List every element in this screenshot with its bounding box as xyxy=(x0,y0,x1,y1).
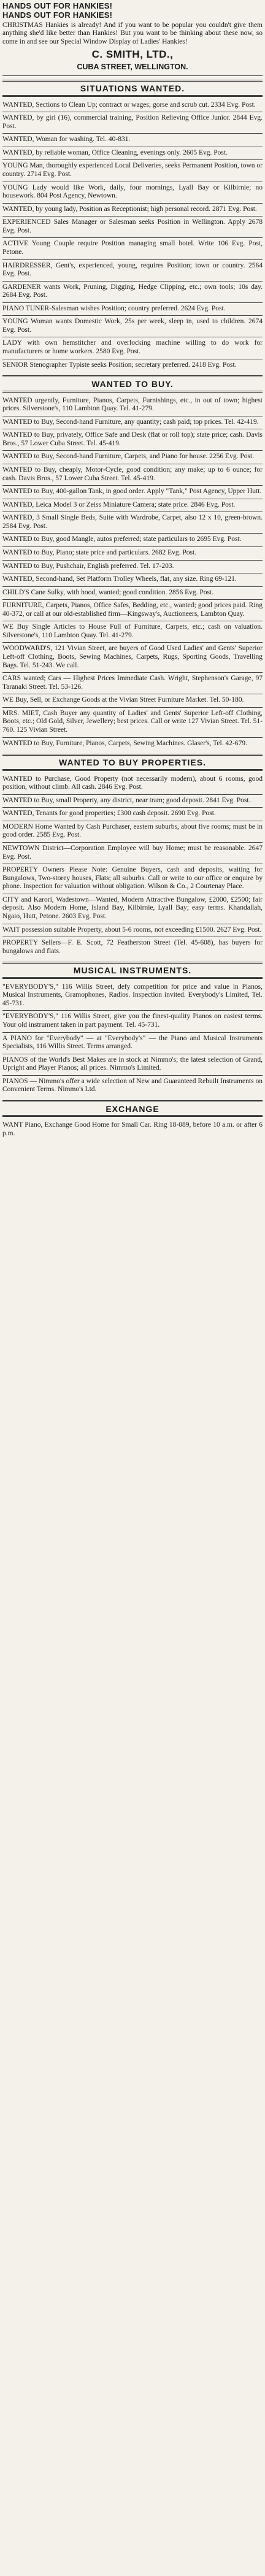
section-header: MUSICAL INSTRUMENTS. xyxy=(2,962,263,979)
classified-ad: A PIANO for "Everybody" — at "Everybody's" — the Piano and Musical Instruments Specialists, 116 Willis Street. Terms arranged. xyxy=(2,1033,263,1054)
classified-ad: NEWTOWN District—Corporation Employee will buy Home; must be reasonable. 2647 Evg. Post. xyxy=(2,843,263,864)
classified-ad: LADY with own hemstitcher and overlocking machine willing to do work for manufacturers or home workers. 2580 Evg. Post. xyxy=(2,337,263,359)
classified-ad: WANTED to Buy, Second-hand Furniture, Carpets, and Piano for house. 2256 Evg. Post. xyxy=(2,451,263,464)
classified-ad: WANT Piano, Exchange Good Home for Small Car. Ring 18-089, before 10 a.m. or after 6 p.m. xyxy=(2,1121,263,1137)
classified-ad: YOUNG Lady would like Work, daily, four mornings, Lyall Bay or Kilbirnie; no housework. 804 Post Agency, Newtown. xyxy=(2,182,263,204)
classified-section xyxy=(2,80,263,372)
classified-ad: WE Buy, Sell, or Exchange Goods at the Vivian Street Furniture Market. Tel. 50-180. xyxy=(2,694,263,708)
classified-ad: WAIT possession suitable Property, about 5-6 rooms, not exceeding £1500. 2627 Evg. Post. xyxy=(2,924,263,938)
classified-ad: WANTED, Leica Model 3 or Zeiss Miniature Camera; state price. 2846 Evg. Post. xyxy=(2,499,263,513)
classified-section xyxy=(2,962,263,1097)
classified-ad: WANTED to Buy, privately, Office Safe and Desk (flat or roll top); state price; cash. Davis Bros., 57 Lower Cuba Street. Tel. 45-419. xyxy=(2,429,263,451)
classified-ad: WANTED to Buy, cheaply, Motor-Cycle, good condition; any make; up to 6 ounce; for cash. Davis Bros., 57 Lower Cuba Street. Tel. 45-419. xyxy=(2,464,263,486)
section-header: WANTED TO BUY. xyxy=(2,375,263,393)
classified-ad: EXPERIENCED Sales Manager or Salesman seeks Position in Wellington. Apply 2678 Evg. Post. xyxy=(2,217,263,238)
classified-ad: "EVERYBODY'S," 116 Willis Street, give you the finest-quality Pianos on easiest terms. Your old instrument taken in part payment. Tel. 45-731. xyxy=(2,1011,263,1032)
classified-ad: CHILD'S Cane Sulky, with hood, wanted; good condition. 2856 Evg. Post. xyxy=(2,587,263,600)
classified-section xyxy=(2,1100,263,1141)
classified-ad: PROPERTY Owners Please Note: Genuine Buyers, cash and deposits, waiting for Bungalows, Two-storey houses, Flats; all suburbs. Call or write to our office or enquire by phone. Inspection for valuation without obligation. Wilson & Co., 2 Courtenay Place. xyxy=(2,864,263,894)
classified-ad: CARS wanted; Cars — Highest Prices Immediate Cash. Wright, Stephenson's Garage, 97 Taranaki Street. Tel. 53-126. xyxy=(2,673,263,694)
classified-section xyxy=(2,375,263,750)
classified-ad: PROPERTY Sellers—F. E. Scott, 72 Featherston Street (Tel. 45-608), has buyers for bungalows and flats. xyxy=(2,939,263,955)
classified-ad: MODERN Home Wanted by Cash Purchaser, eastern suburbs, about five rooms; must be in good order. 2585 Evg. Post. xyxy=(2,821,263,843)
classified-ad: WANTED, by girl (16), commercial training, Position Relieving Office Junior. 2844 Evg. Post. xyxy=(2,112,263,134)
classified-ad: SENIOR Stenographer Typiste seeks Position; secretary preferred. 2418 Evg. Post. xyxy=(2,361,237,369)
classified-ad: WANTED to Buy, small Property, any district, near tram; good deposit. 2841 Evg. Post. xyxy=(2,795,263,808)
advert-headline: HANDS OUT FOR HANKIES! xyxy=(2,1,113,10)
classified-ad: YOUNG Man, thoroughly experienced Local Deliveries, seeks Permanent Position, town or country. 2714 Evg. Post. xyxy=(2,160,263,182)
classified-ad: FURNITURE, Carpets, Pianos, Office Safes, Bedding, etc., wanted; good prices paid. Ring 40-372, or call at our old-established firm—Kingsway's, Auctioneers, Lambton Quay. xyxy=(2,600,263,621)
classified-ad: WANTED, Tenants for good properties; £300 cash deposit. 2690 Evg. Post. xyxy=(2,808,263,821)
classified-ad: WANTED urgently, Furniture, Pianos, Carpets, Furnishings, etc., in out of town; highest prices. Silverstone's, 110 Lambton Quay. Tel. 41-279. xyxy=(2,395,263,416)
classified-ad: WANTED to Purchase, Good Property (not necessarily modern), about 6 rooms, good position, without climb. All cash. 2846 Evg. Post. xyxy=(2,773,263,795)
advert-headline-repeat: HANDS OUT FOR HANKIES! xyxy=(2,10,113,20)
classified-ad: WANTED to Buy, good Mangle, autos preferred; state particulars to 2695 Evg. Post. xyxy=(2,534,263,547)
classified-ad: PIANOS — Nimmo's offer a wide selection of New and Guaranteed Rebuilt Instruments on Convenient Terms. Nimmo's Ltd. xyxy=(2,1077,263,1094)
classified-ad: YOUNG Woman wants Domestic Work, 25s per week, sleep in, used to children. 2674 Evg. Post. xyxy=(2,316,263,337)
classified-ad: MRS. MIET, Cash Buyer any quantity of Ladies' and Gents' Superior Left-off Clothing, Boots, etc.; Old Gold, Silver, Jewellery; best prices. Call or write 127 Vivian Street. Tel. 51-760. 125 Vivian Street. xyxy=(2,708,263,738)
classified-ad: ACTIVE Young Couple require Position managing small hotel. Write 106 Evg. Post, Petone. xyxy=(2,238,263,259)
hankies-advert xyxy=(2,1,263,76)
advertiser-address: CUBA STREET, WELLINGTON. xyxy=(77,63,188,72)
classified-ad: "EVERYBODY'S," 116 Willis Street, defy competition for price and value in Pianos, Musical Instruments, Gramophones, Radios. Inspection invited. Everybody's Limited, Tel. 45-731. xyxy=(2,981,263,1011)
section-header: EXCHANGE xyxy=(2,1100,263,1117)
classified-ad: WANTED, Woman for washing. Tel. 40-831. xyxy=(2,134,263,147)
classified-ad: CITY and Karori, Wadestown—Wanted, Modern Attractive Bungalow, £2000, £2500; fair deposit. Also Modern Home, Island Bay, Kilbirnie, Lyall Bay; easy terms. Khandallah, Ngaio, Hutt, Petone. 2603 Evg. Post. xyxy=(2,894,263,924)
advertiser-name: C. SMITH, LTD., xyxy=(91,48,174,61)
classified-ad: WANTED to Buy, Second-hand Furniture, any quantity; cash paid; top prices. Tel. 42-419. xyxy=(2,416,263,430)
classified-ad: WANTED, 3 Small Single Beds, Suite with Wardrobe, Carpet, also 12 x 10, green-brown. 2584 Evg. Post. xyxy=(2,512,263,534)
classified-ad: WANTED to Buy, 400-gallon Tank, in good order. Apply "Tank," Post Agency, Upper Hutt. xyxy=(2,486,263,499)
classified-ad: PIANOS of the World's Best Makes are in stock at Nimmo's; the latest selection of Grand, Upright and Player Pianos; all prices. Nimmo's Limited. xyxy=(2,1054,263,1076)
section-header: WANTED TO BUY PROPERTIES. xyxy=(2,754,263,771)
classified-section xyxy=(2,754,263,958)
classified-ad: WANTED, by young lady, Position as Receptionist; high personal record. 2871 Evg. Post. xyxy=(2,204,263,217)
classified-ad: HAIRDRESSER, Gent's, experienced, young, requires Position; town or country. 2564 Evg. Post. xyxy=(2,260,263,282)
classified-ad: WANTED to Buy, Furniture, Pianos, Carpets, Sewing Machines. Glaser's, Tel. 42-679. xyxy=(2,739,247,747)
classified-ad: WANTED, by reliable woman, Office Cleaning, evenings only. 2605 Evg. Post. xyxy=(2,147,263,161)
classified-ad: WANTED to Buy, Pushchair, English preferred. Tel. 17-203. xyxy=(2,561,263,574)
section-header: SITUATIONS WANTED. xyxy=(2,80,263,97)
classified-ad: WANTED, Second-hand, Set Platform Trolley Wheels, flat, any size. Ring 69-121. xyxy=(2,573,263,587)
classified-ad: WOODWARD'S, 121 Vivian Street, are buyers of Good Used Ladies' and Gents' Superior Left-off Clothing, Boots, Sewing Machines, Carpets, Rugs, Sporting Goods, Travelling Bags. Tel. 51-243. We call. xyxy=(2,643,263,673)
classified-ad: GARDENER wants Work, Pruning, Digging, Hedge Clipping, etc.; own tools; 10s day. 2684 Evg. Post. xyxy=(2,282,263,303)
classified-ad: WE Buy Single Articles to House Full of Furniture, Carpets, etc.; cash on valuation. Silverstone's, 110 Lambton Quay. Tel. 41-279. xyxy=(2,621,263,643)
advert-body: CHRISTMAS Hankies is already! And if you want to be popular you couldn't give them anything she'd like better than Hankies! But you want to be thinking about these now, so come in and see our Special Window Display of Ladies' Hankies! xyxy=(2,21,263,45)
classified-ad: WANTED, Sections to Clean Up; contract or wages; gorse and scrub cut. 2334 Evg. Post. xyxy=(2,99,263,113)
classified-ad: WANTED to Buy, Piano; state price and particulars. 2682 Evg. Post. xyxy=(2,547,263,561)
classifieds-page xyxy=(0,0,265,1141)
classified-sections xyxy=(2,80,263,1140)
classified-ad: PIANO TUNER-Salesman wishes Position; country preferred. 2624 Evg. Post. xyxy=(2,303,263,316)
